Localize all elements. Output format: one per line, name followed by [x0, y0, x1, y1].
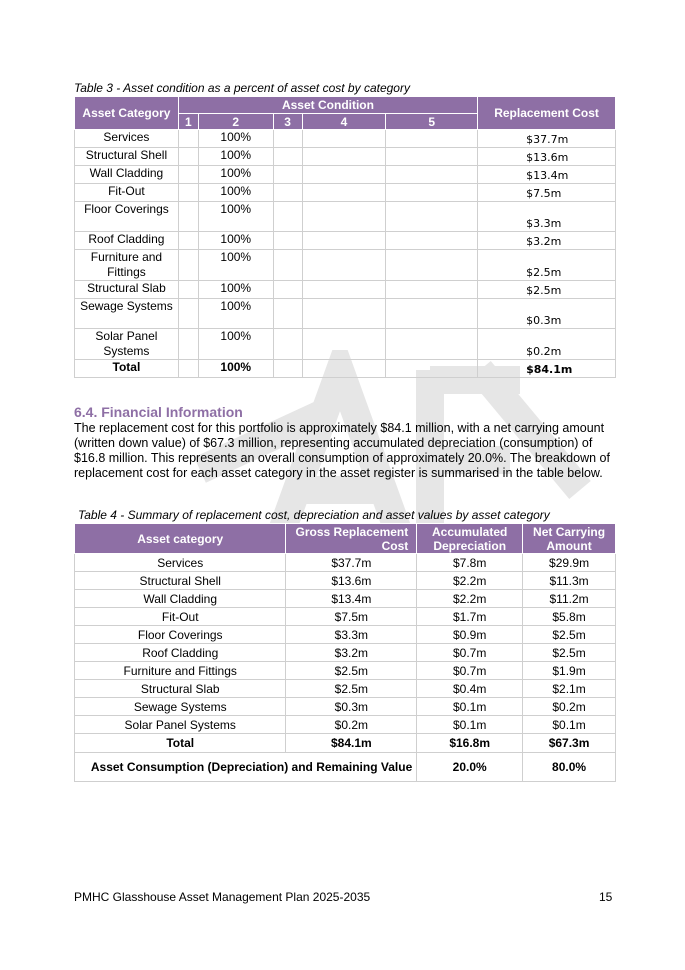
cost-cell: $3.2m — [478, 232, 616, 250]
table-row — [75, 716, 616, 734]
category-cell: Wall Cladding — [75, 590, 286, 608]
depreciation-cell: $1.7m — [417, 608, 523, 626]
table-row — [75, 250, 616, 281]
category-cell: Furniture and Fittings — [75, 250, 179, 281]
gross-cell: $2.5m — [286, 662, 417, 680]
header-gross-replacement-cost: Gross Replacement Cost — [286, 524, 417, 554]
table-row — [75, 130, 616, 148]
category-cell: Structural Slab — [75, 281, 179, 299]
gross-cell: $13.6m — [286, 572, 417, 590]
consumption-depreciation: 20.0% — [417, 753, 523, 782]
net-cell: $1.9m — [523, 662, 616, 680]
depreciation-cell: $2.2m — [417, 590, 523, 608]
table-row — [75, 299, 616, 329]
total-depreciation: $16.8m — [417, 734, 523, 753]
cost-cell: $7.5m — [478, 184, 616, 202]
net-cell: $5.8m — [523, 608, 616, 626]
category-cell: Structural Shell — [75, 572, 286, 590]
category-cell: Fit-Out — [75, 184, 179, 202]
section-heading: 6.4. Financial Information — [74, 404, 243, 420]
cost-cell: $2.5m — [478, 250, 616, 281]
condition-cell: 100% — [198, 184, 273, 202]
cost-cell: $0.2m — [478, 329, 616, 360]
net-cell: $11.3m — [523, 572, 616, 590]
table-row — [75, 184, 616, 202]
table4-caption: Table 4 - Summary of replacement cost, depreciation and asset values by asset category — [78, 508, 550, 522]
table-row — [75, 232, 616, 250]
total-net: $67.3m — [523, 734, 616, 753]
category-cell: Structural Shell — [75, 148, 179, 166]
net-cell: $0.2m — [523, 698, 616, 716]
gross-cell: $2.5m — [286, 680, 417, 698]
replacement-cost-summary-table — [74, 523, 616, 782]
condition-cell: 100% — [198, 202, 273, 232]
cost-cell: $0.3m — [478, 299, 616, 329]
header-condition-4: 4 — [302, 114, 386, 130]
net-cell: $2.5m — [523, 644, 616, 662]
total-label: Total — [75, 360, 179, 378]
header-accumulated-depreciation: Accumulated Depreciation — [417, 524, 523, 554]
table-row — [75, 644, 616, 662]
header-asset-category: Asset category — [75, 524, 286, 554]
gross-cell: $3.2m — [286, 644, 417, 662]
cost-cell: $37.7m — [478, 130, 616, 148]
category-cell: Furniture and Fittings — [75, 662, 286, 680]
depreciation-cell: $7.8m — [417, 554, 523, 572]
consumption-row — [75, 753, 616, 782]
header-condition-2: 2 — [198, 114, 273, 130]
total-label: Total — [75, 734, 286, 753]
condition-cell: 100% — [198, 130, 273, 148]
table3-caption: Table 3 - Asset condition as a percent of asset cost by category — [74, 81, 410, 95]
condition-cell: 100% — [198, 250, 273, 281]
table-row — [75, 698, 616, 716]
net-cell: $29.9m — [523, 554, 616, 572]
table-row — [75, 281, 616, 299]
table-row — [75, 590, 616, 608]
condition-cell: 100% — [198, 166, 273, 184]
header-condition-1: 1 — [178, 114, 198, 130]
depreciation-cell: $0.7m — [417, 644, 523, 662]
category-cell: Roof Cladding — [75, 232, 179, 250]
asset-condition-table — [74, 96, 616, 378]
table-row — [75, 626, 616, 644]
remaining-value: 80.0% — [523, 753, 616, 782]
category-cell: Solar Panel Systems — [75, 716, 286, 734]
depreciation-cell: $0.7m — [417, 662, 523, 680]
consumption-label: Asset Consumption (Depreciation) and Remaining Value — [75, 753, 417, 782]
gross-cell: $7.5m — [286, 608, 417, 626]
table-row — [75, 554, 616, 572]
table-row — [75, 608, 616, 626]
depreciation-cell: $0.4m — [417, 680, 523, 698]
table-row — [75, 662, 616, 680]
cost-cell: $2.5m — [478, 281, 616, 299]
table-row — [75, 166, 616, 184]
header-asset-category: Asset Category — [75, 97, 179, 130]
total-condition: 100% — [198, 360, 273, 378]
gross-cell: $13.4m — [286, 590, 417, 608]
header-net-carrying-amount: Net Carrying Amount — [523, 524, 616, 554]
category-cell: Structural Slab — [75, 680, 286, 698]
net-cell: $2.5m — [523, 626, 616, 644]
cost-cell: $3.3m — [478, 202, 616, 232]
net-cell: $2.1m — [523, 680, 616, 698]
gross-cell: $0.2m — [286, 716, 417, 734]
header-condition-3: 3 — [273, 114, 302, 130]
table-row — [75, 680, 616, 698]
page-number: 15 — [599, 890, 613, 904]
table-row — [75, 329, 616, 360]
net-cell: $11.2m — [523, 590, 616, 608]
condition-cell: 100% — [198, 329, 273, 360]
category-cell: Solar Panel Systems — [75, 329, 179, 360]
table-row — [75, 148, 616, 166]
category-cell: Floor Coverings — [75, 202, 179, 232]
table-row — [75, 572, 616, 590]
header-asset-condition: Asset Condition — [178, 97, 477, 114]
depreciation-cell: $0.9m — [417, 626, 523, 644]
category-cell: Sewage Systems — [75, 299, 179, 329]
condition-cell: 100% — [198, 232, 273, 250]
category-cell: Roof Cladding — [75, 644, 286, 662]
category-cell: Wall Cladding — [75, 166, 179, 184]
net-cell: $0.1m — [523, 716, 616, 734]
total-row — [75, 360, 616, 378]
total-cost: $84.1m — [478, 360, 616, 378]
table-row — [75, 202, 616, 232]
category-cell: Floor Coverings — [75, 626, 286, 644]
condition-cell: 100% — [198, 148, 273, 166]
total-gross: $84.1m — [286, 734, 417, 753]
category-cell: Fit-Out — [75, 608, 286, 626]
depreciation-cell: $0.1m — [417, 716, 523, 734]
category-cell: Services — [75, 130, 179, 148]
cost-cell: $13.6m — [478, 148, 616, 166]
depreciation-cell: $0.1m — [417, 698, 523, 716]
financial-paragraph: The replacement cost for this portfolio is approximately $84.1 million, with a net carrying amount (written down value) of $67.3 million, representing accumulated depreciation (consumption) of $16.8 million. This represents an overall consumption of approximately 20.0%. The breakdown of replacement cost for each asset category in the asset register is summarised in the table below. — [74, 421, 610, 480]
total-row — [75, 734, 616, 753]
header-replacement-cost: Replacement Cost — [478, 97, 616, 130]
category-cell: Services — [75, 554, 286, 572]
gross-cell: $0.3m — [286, 698, 417, 716]
depreciation-cell: $2.2m — [417, 572, 523, 590]
category-cell: Sewage Systems — [75, 698, 286, 716]
gross-cell: $37.7m — [286, 554, 417, 572]
footer-title: PMHC Glasshouse Asset Management Plan 2025-2035 — [74, 890, 371, 904]
condition-cell: 100% — [198, 299, 273, 329]
condition-cell: 100% — [198, 281, 273, 299]
cost-cell: $13.4m — [478, 166, 616, 184]
gross-cell: $3.3m — [286, 626, 417, 644]
header-condition-5: 5 — [386, 114, 478, 130]
